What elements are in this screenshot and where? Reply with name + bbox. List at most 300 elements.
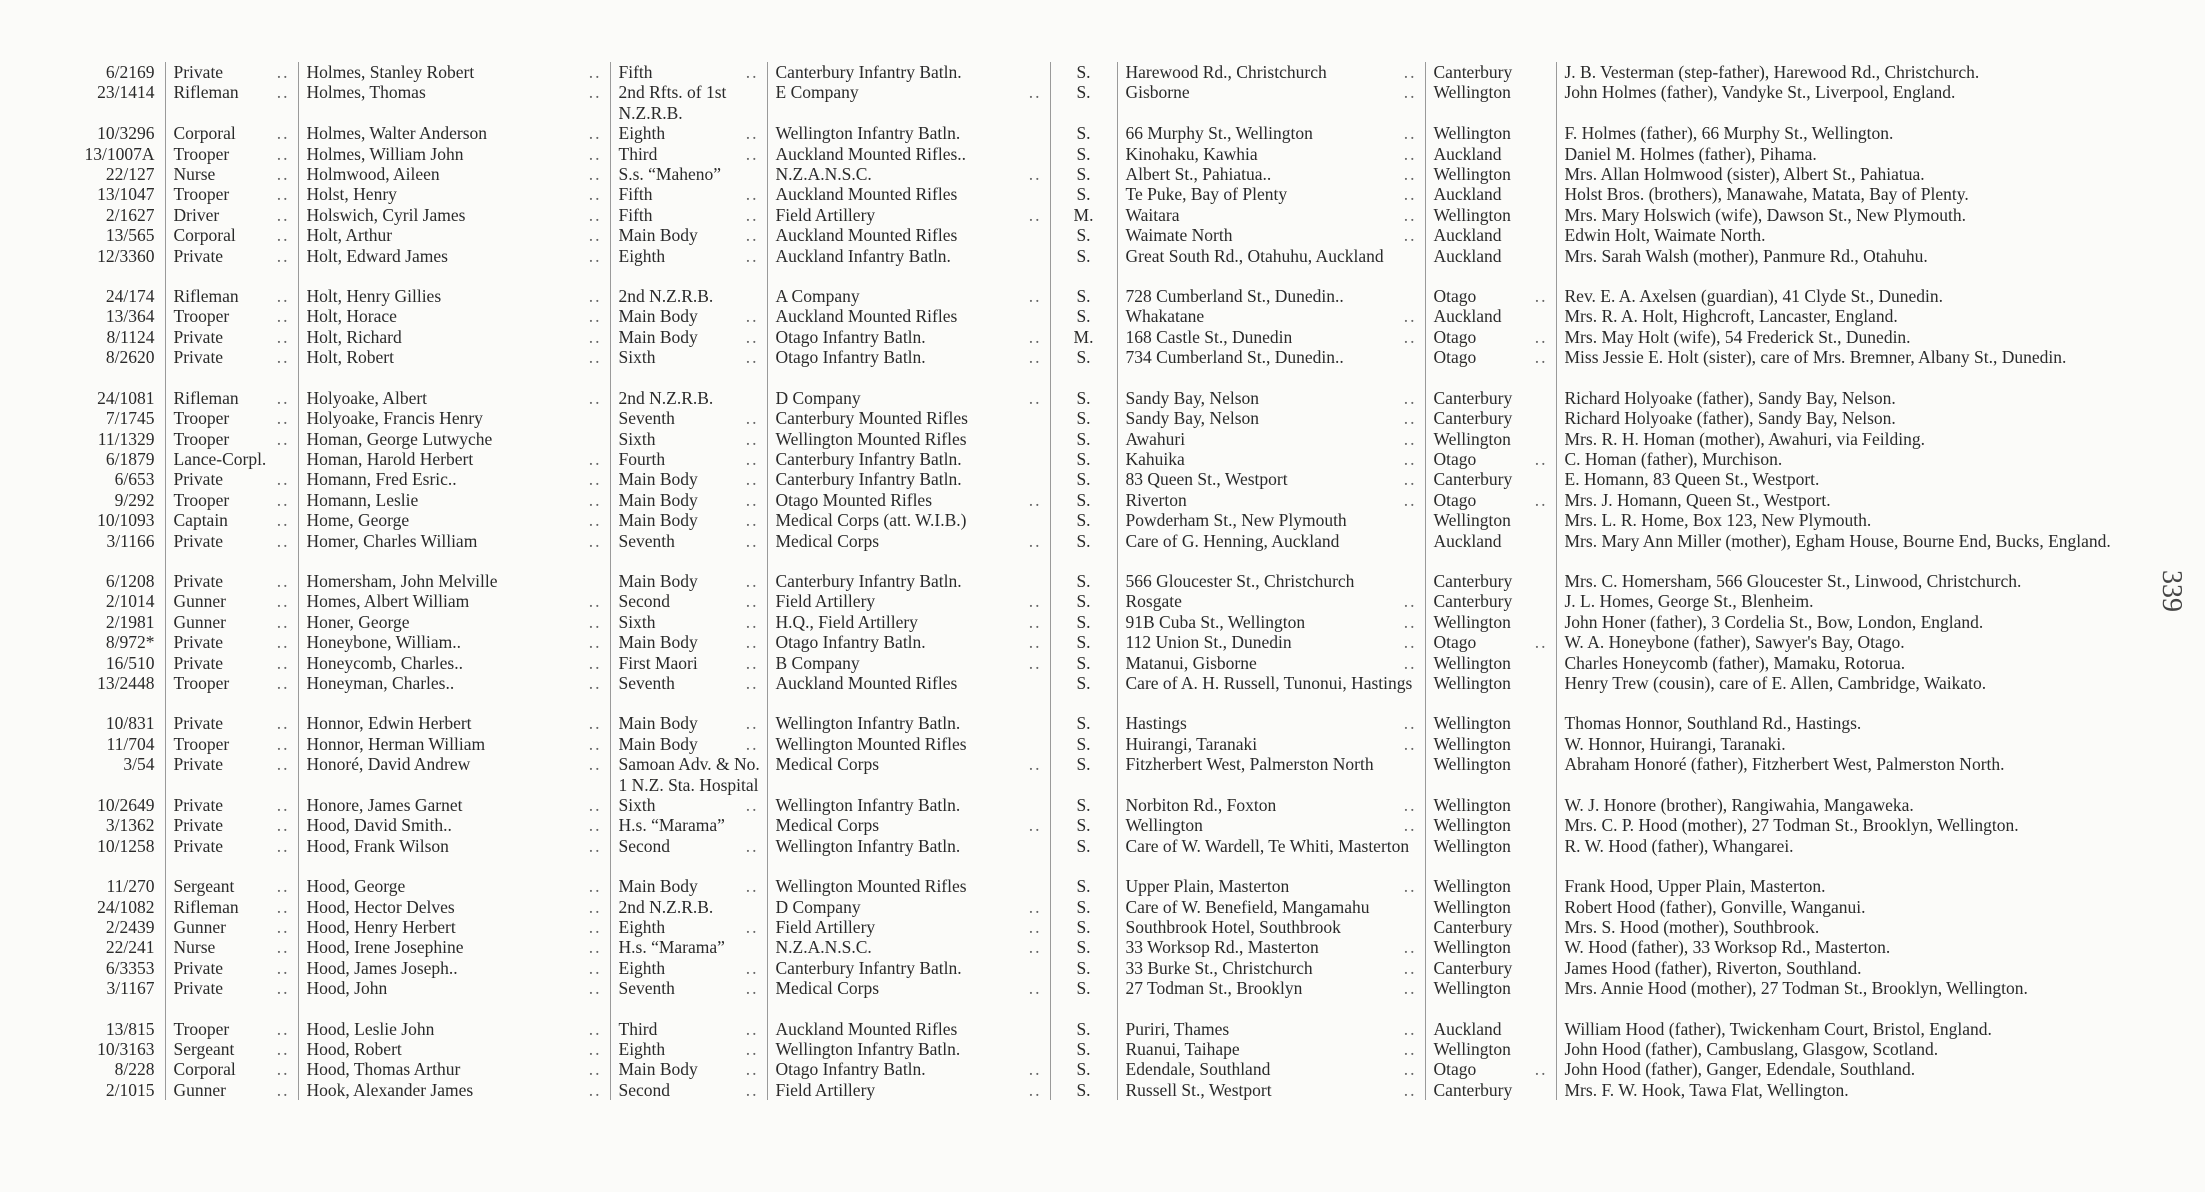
next-of-kin-cell <box>1556 490 2146 510</box>
district: Auckland <box>1433 225 1502 246</box>
draft-cell <box>610 164 767 184</box>
marital-status-cell <box>1050 937 1117 957</box>
leader-dots: .. <box>588 448 602 469</box>
marital-status: S. <box>1076 408 1091 429</box>
last-address: 566 Gloucester St., Christchurch <box>1125 570 1355 591</box>
district: Otago <box>1433 1059 1477 1080</box>
leader-dots: .. <box>745 489 759 510</box>
next-of-kin-cell <box>1556 266 2146 306</box>
leader-dots: .. <box>276 184 290 205</box>
marital-status-cell <box>1050 754 1117 795</box>
unit: Wellington Mounted Rifles <box>775 876 967 897</box>
rank-cell <box>165 693 298 733</box>
rank-cell <box>165 205 298 225</box>
unit-cell <box>767 164 1050 184</box>
next-of-kin: Abraham Honoré (father), Fitzherbert West, Palmerston North. <box>1564 754 2005 775</box>
next-of-kin: John Hood (father), Cambuslang, Glasgow, Scotland. <box>1564 1039 1939 1060</box>
unit-cell <box>767 531 1050 551</box>
leader-dots: .. <box>745 978 759 999</box>
nominal-roll-table <box>72 62 2146 1100</box>
marital-status: S. <box>1076 652 1091 673</box>
leader-dots: .. <box>1028 530 1042 551</box>
district-cell <box>1425 531 1556 551</box>
regimental-number-cell <box>72 897 165 917</box>
leader-dots: .. <box>1403 469 1417 490</box>
regimental-number-cell <box>72 225 165 245</box>
last-address-cell <box>1117 754 1425 795</box>
regimental-number: 24/1081 <box>97 387 155 408</box>
leader-dots: .. <box>276 408 290 429</box>
regimental-number: 10/1093 <box>97 510 155 531</box>
rank: Private <box>173 957 224 978</box>
leader-dots: .. <box>588 387 602 408</box>
leader-dots: .. <box>1403 489 1417 510</box>
draft-cell <box>610 551 767 591</box>
unit: A Company <box>775 286 860 307</box>
unit: B Company <box>775 652 860 673</box>
soldier-name: Honeyman, Charles.. <box>306 672 455 693</box>
leader-dots: .. <box>276 204 290 225</box>
district: Wellington <box>1433 876 1511 897</box>
next-of-kin-cell <box>1556 693 2146 733</box>
leader-dots: .. <box>276 917 290 938</box>
leader-dots: .. <box>588 876 602 897</box>
regimental-number: 23/1414 <box>97 82 155 103</box>
leader-dots: .. <box>276 387 290 408</box>
roll-entry-row <box>72 1039 2146 1059</box>
leader-dots: .. <box>745 245 759 266</box>
regimental-number: 8/228 <box>114 1059 155 1080</box>
roll-entry-row <box>72 510 2146 530</box>
unit: Auckland Mounted Rifles <box>775 1018 958 1039</box>
leader-dots: .. <box>745 957 759 978</box>
last-address-cell <box>1117 591 1425 611</box>
next-of-kin-cell <box>1556 591 2146 611</box>
rank-cell <box>165 978 298 998</box>
roll-entry-row <box>72 123 2146 143</box>
rank-cell <box>165 164 298 184</box>
district-cell <box>1425 490 1556 510</box>
soldier-name: Hook, Alexander James <box>306 1079 474 1100</box>
marital-status-cell <box>1050 510 1117 530</box>
last-address: 33 Burke St., Christchurch <box>1125 957 1313 978</box>
district: Otago <box>1433 632 1477 653</box>
roll-entry-row <box>72 917 2146 937</box>
leader-dots: .. <box>588 164 602 185</box>
marital-status: S. <box>1076 530 1091 551</box>
leader-dots: .. <box>276 611 290 632</box>
next-of-kin-cell <box>1556 184 2146 204</box>
draft-cell <box>610 368 767 408</box>
last-address-cell <box>1117 225 1425 245</box>
next-of-kin: Frank Hood, Upper Plain, Masterton. <box>1564 876 1826 897</box>
next-of-kin-cell <box>1556 815 2146 835</box>
leader-dots: .. <box>276 143 290 164</box>
regimental-number-cell <box>72 531 165 551</box>
marital-status: S. <box>1076 448 1091 469</box>
regimental-number-cell <box>72 327 165 347</box>
last-address: Powderham St., New Plymouth <box>1125 510 1347 531</box>
draft-cell <box>610 734 767 754</box>
leader-dots: .. <box>745 835 759 856</box>
district-cell <box>1425 795 1556 815</box>
leader-dots: .. <box>1028 591 1042 612</box>
regimental-number: 10/3296 <box>97 123 155 144</box>
regimental-number-cell <box>72 653 165 673</box>
leader-dots: .. <box>745 876 759 897</box>
district-cell <box>1425 408 1556 428</box>
leader-dots: .. <box>1028 387 1042 408</box>
rank: Private <box>173 835 224 856</box>
marital-status: S. <box>1076 591 1091 612</box>
last-address: Rosgate <box>1125 591 1182 612</box>
unit: Wellington Infantry Batln. <box>775 713 961 734</box>
next-of-kin: Charles Honeycomb (father), Mamaku, Rotorua. <box>1564 652 1906 673</box>
leader-dots: .. <box>588 62 602 82</box>
draft-cell <box>610 1039 767 1059</box>
last-address: Care of A. H. Russell, Tunonui, Hastings <box>1125 672 1413 693</box>
last-address: 33 Worksop Rd., Masterton <box>1125 937 1319 958</box>
draft-cell <box>610 531 767 551</box>
leader-dots: .. <box>1403 1079 1417 1100</box>
soldier-name-cell <box>298 184 610 204</box>
leader-dots: .. <box>276 815 290 836</box>
roll-entry-row <box>72 62 2146 82</box>
leader-dots: .. <box>276 326 290 347</box>
leader-dots: .. <box>276 978 290 999</box>
draft: Second <box>618 591 671 612</box>
unit-cell <box>767 347 1050 367</box>
district-cell <box>1425 449 1556 469</box>
roll-entry-row <box>72 591 2146 611</box>
district-cell <box>1425 327 1556 347</box>
leader-dots: .. <box>588 225 602 246</box>
soldier-name-cell <box>298 469 610 489</box>
regimental-number-cell <box>72 306 165 326</box>
leader-dots: .. <box>276 286 290 307</box>
soldier-name-cell <box>298 225 610 245</box>
next-of-kin: Richard Holyoake (father), Sandy Bay, Nelson. <box>1564 408 1896 429</box>
marital-status-cell <box>1050 673 1117 693</box>
unit-cell <box>767 795 1050 815</box>
next-of-kin-cell <box>1556 306 2146 326</box>
soldier-name-cell <box>298 368 610 408</box>
unit: Canterbury Infantry Batln. <box>775 448 962 469</box>
rank-cell <box>165 246 298 266</box>
marital-status: S. <box>1076 225 1091 246</box>
leader-dots: .. <box>1403 733 1417 754</box>
last-address: Te Puke, Bay of Plenty <box>1125 184 1288 205</box>
unit-cell <box>767 123 1050 143</box>
last-address-cell <box>1117 469 1425 489</box>
last-address-cell <box>1117 408 1425 428</box>
unit-cell <box>767 62 1050 82</box>
leader-dots: .. <box>745 204 759 225</box>
soldier-name-cell <box>298 673 610 693</box>
rank: Trooper <box>173 184 230 205</box>
marital-status-cell <box>1050 246 1117 266</box>
unit-cell <box>767 917 1050 937</box>
leader-dots: .. <box>276 82 290 103</box>
district: Canterbury <box>1433 387 1513 408</box>
draft-cell <box>610 754 767 795</box>
roll-entry-row <box>72 327 2146 347</box>
roll-entry-row <box>72 551 2146 591</box>
soldier-name-cell <box>298 591 610 611</box>
soldier-name: Honoré, David Andrew <box>306 754 471 775</box>
last-address: Albert St., Pahiatua.. <box>1125 164 1272 185</box>
rank: Private <box>173 530 224 551</box>
marital-status-cell <box>1050 591 1117 611</box>
unit: Auckland Mounted Rifles <box>775 225 958 246</box>
draft-cell <box>610 958 767 978</box>
regimental-number: 13/565 <box>105 225 155 246</box>
district-cell <box>1425 653 1556 673</box>
district-cell <box>1425 815 1556 835</box>
rank-cell <box>165 1080 298 1100</box>
regimental-number: 12/3360 <box>97 245 155 266</box>
last-address-cell <box>1117 1080 1425 1100</box>
next-of-kin-cell <box>1556 795 2146 815</box>
draft-cell <box>610 937 767 957</box>
leader-dots: .. <box>745 1039 759 1060</box>
marital-status-cell <box>1050 306 1117 326</box>
next-of-kin: Mrs. Mary Holswich (wife), Dawson St., New Plymouth. <box>1564 204 1966 225</box>
regimental-number: 9/292 <box>114 489 155 510</box>
district-cell <box>1425 673 1556 693</box>
regimental-number-cell <box>72 82 165 123</box>
district-cell <box>1425 978 1556 998</box>
regimental-number: 3/1167 <box>106 978 155 999</box>
rank-cell <box>165 1059 298 1079</box>
next-of-kin-cell <box>1556 225 2146 245</box>
last-address: Puriri, Thames <box>1125 1018 1230 1039</box>
next-of-kin-cell <box>1556 612 2146 632</box>
leader-dots: .. <box>1403 1039 1417 1060</box>
marital-status-cell <box>1050 82 1117 123</box>
roll-entry-row <box>72 795 2146 815</box>
last-address-cell <box>1117 347 1425 367</box>
regimental-number-cell <box>72 836 165 856</box>
soldier-name-cell <box>298 978 610 998</box>
next-of-kin-cell <box>1556 164 2146 184</box>
next-of-kin: W. J. Honore (brother), Rangiwahia, Mangaweka. <box>1564 795 1914 815</box>
marital-status: S. <box>1076 896 1091 917</box>
next-of-kin: Mrs. Sarah Walsh (mother), Panmure Rd., Otahuhu. <box>1564 245 1928 266</box>
district-cell <box>1425 612 1556 632</box>
district: Canterbury <box>1433 408 1513 429</box>
soldier-name: Hood, John <box>306 978 388 999</box>
last-address: Awahuri <box>1125 428 1186 449</box>
regimental-number-cell <box>72 408 165 428</box>
leader-dots: .. <box>1028 164 1042 185</box>
rank: Private <box>173 245 224 266</box>
draft: Eighth <box>618 1039 666 1060</box>
roll-entry-row <box>72 469 2146 489</box>
unit-cell <box>767 184 1050 204</box>
leader-dots: .. <box>276 1059 290 1080</box>
regimental-number: 24/174 <box>105 286 155 307</box>
leader-dots: .. <box>1403 204 1417 225</box>
rank: Sergeant <box>173 1039 235 1060</box>
marital-status-cell <box>1050 449 1117 469</box>
next-of-kin-cell <box>1556 917 2146 937</box>
regimental-number-cell <box>72 693 165 733</box>
unit: N.Z.A.N.S.C. <box>775 164 872 185</box>
roll-entry-row <box>72 266 2146 306</box>
district: Otago <box>1433 489 1477 510</box>
draft: Seventh <box>618 978 675 999</box>
last-address-cell <box>1117 632 1425 652</box>
soldier-name-cell <box>298 653 610 673</box>
unit-cell <box>767 815 1050 835</box>
rank-cell <box>165 408 298 428</box>
draft: Main Body <box>618 1059 698 1080</box>
regimental-number: 11/1329 <box>97 428 155 449</box>
last-address: Fitzherbert West, Palmerston North <box>1125 754 1374 775</box>
draft: Eighth <box>618 917 666 938</box>
leader-dots: .. <box>1028 1079 1042 1100</box>
rank-cell <box>165 754 298 795</box>
soldier-name: Honeybone, William.. <box>306 632 462 653</box>
district: Wellington <box>1433 795 1511 815</box>
soldier-name-cell <box>298 999 610 1039</box>
district: Canterbury <box>1433 591 1513 612</box>
marital-status: S. <box>1076 143 1091 164</box>
leader-dots: .. <box>745 530 759 551</box>
next-of-kin: W. Hood (father), 33 Worksop Rd., Masterton. <box>1564 937 1891 958</box>
leader-dots: .. <box>1403 428 1417 449</box>
regimental-number: 2/1014 <box>105 591 155 612</box>
last-address-cell <box>1117 795 1425 815</box>
leader-dots: .. <box>745 408 759 429</box>
roll-entry-row <box>72 693 2146 733</box>
leader-dots: .. <box>1403 795 1417 815</box>
last-address: Whakatane <box>1125 306 1205 327</box>
unit: Otago Infantry Batln. <box>775 326 926 347</box>
district: Canterbury <box>1433 570 1513 591</box>
leader-dots: .. <box>276 713 290 734</box>
draft: Fifth <box>618 204 653 225</box>
draft-cell <box>610 856 767 896</box>
rank: Private <box>173 632 224 653</box>
leader-dots: .. <box>276 225 290 246</box>
regimental-number: 2/1981 <box>105 611 155 632</box>
draft: Sixth <box>618 347 656 368</box>
marital-status: S. <box>1076 611 1091 632</box>
district-cell <box>1425 1039 1556 1059</box>
leader-dots: .. <box>1403 448 1417 469</box>
marital-status-cell <box>1050 958 1117 978</box>
rank-cell <box>165 82 298 123</box>
leader-dots: .. <box>745 1059 759 1080</box>
next-of-kin: John Hood (father), Ganger, Edendale, Southland. <box>1564 1059 1916 1080</box>
soldier-name-cell <box>298 347 610 367</box>
marital-status: S. <box>1076 672 1091 693</box>
leader-dots: .. <box>588 1059 602 1080</box>
draft-cell <box>610 490 767 510</box>
leader-dots: .. <box>1403 306 1417 327</box>
leader-dots: .. <box>1028 937 1042 958</box>
leader-dots: .. <box>276 835 290 856</box>
soldier-name-cell <box>298 408 610 428</box>
leader-dots: .. <box>745 143 759 164</box>
marital-status: S. <box>1076 978 1091 999</box>
marital-status: S. <box>1076 835 1091 856</box>
leader-dots: .. <box>1028 815 1042 836</box>
regimental-number-cell <box>72 368 165 408</box>
draft: Main Body <box>618 876 698 897</box>
draft: Third <box>618 1018 658 1039</box>
unit-cell <box>767 612 1050 632</box>
regimental-number: 6/1208 <box>105 570 155 591</box>
draft: Second <box>618 1079 671 1100</box>
regimental-number-cell <box>72 1059 165 1079</box>
district: Otago <box>1433 326 1477 347</box>
draft: Sixth <box>618 428 656 449</box>
marital-status: S. <box>1076 164 1091 185</box>
draft-cell <box>610 1059 767 1079</box>
soldier-name-cell <box>298 856 610 896</box>
regimental-number-cell <box>72 673 165 693</box>
soldier-name: Holt, Edward James <box>306 245 448 266</box>
marital-status: S. <box>1076 469 1091 490</box>
soldier-name-cell <box>298 1039 610 1059</box>
district-cell <box>1425 82 1556 123</box>
regimental-number-cell <box>72 1039 165 1059</box>
unit: Wellington Infantry Batln. <box>775 835 961 856</box>
marital-status: S. <box>1076 1079 1091 1100</box>
unit: Wellington Infantry Batln. <box>775 123 961 144</box>
regimental-number-cell <box>72 246 165 266</box>
leader-dots: .. <box>276 795 290 815</box>
marital-status-cell <box>1050 327 1117 347</box>
regimental-number: 8/2620 <box>105 347 155 368</box>
last-address: Kahuika <box>1125 448 1185 469</box>
soldier-name-cell <box>298 632 610 652</box>
marital-status-cell <box>1050 469 1117 489</box>
last-address-cell <box>1117 144 1425 164</box>
regimental-number-cell <box>72 1080 165 1100</box>
leader-dots: .. <box>588 754 602 775</box>
draft: Second <box>618 835 671 856</box>
unit-cell <box>767 1039 1050 1059</box>
marital-status-cell <box>1050 978 1117 998</box>
draft: Seventh <box>618 530 675 551</box>
draft: H.s. “Marama” <box>618 937 725 958</box>
draft-cell <box>610 836 767 856</box>
last-address-cell <box>1117 612 1425 632</box>
district-cell <box>1425 856 1556 896</box>
unit: Field Artillery <box>775 917 876 938</box>
soldier-name-cell <box>298 551 610 591</box>
unit-cell <box>767 897 1050 917</box>
district: Wellington <box>1433 652 1511 673</box>
last-address: Huirangi, Taranaki <box>1125 733 1258 754</box>
roll-entry-row <box>72 653 2146 673</box>
unit-cell <box>767 469 1050 489</box>
rank-cell <box>165 144 298 164</box>
next-of-kin-cell <box>1556 1039 2146 1059</box>
regimental-number-cell <box>72 62 165 82</box>
district: Wellington <box>1433 672 1511 693</box>
leader-dots: .. <box>588 896 602 917</box>
leader-dots: .. <box>745 123 759 144</box>
unit-cell <box>767 937 1050 957</box>
rank: Private <box>173 347 224 368</box>
unit: Otago Mounted Rifles <box>775 489 933 510</box>
marital-status: S. <box>1076 957 1091 978</box>
